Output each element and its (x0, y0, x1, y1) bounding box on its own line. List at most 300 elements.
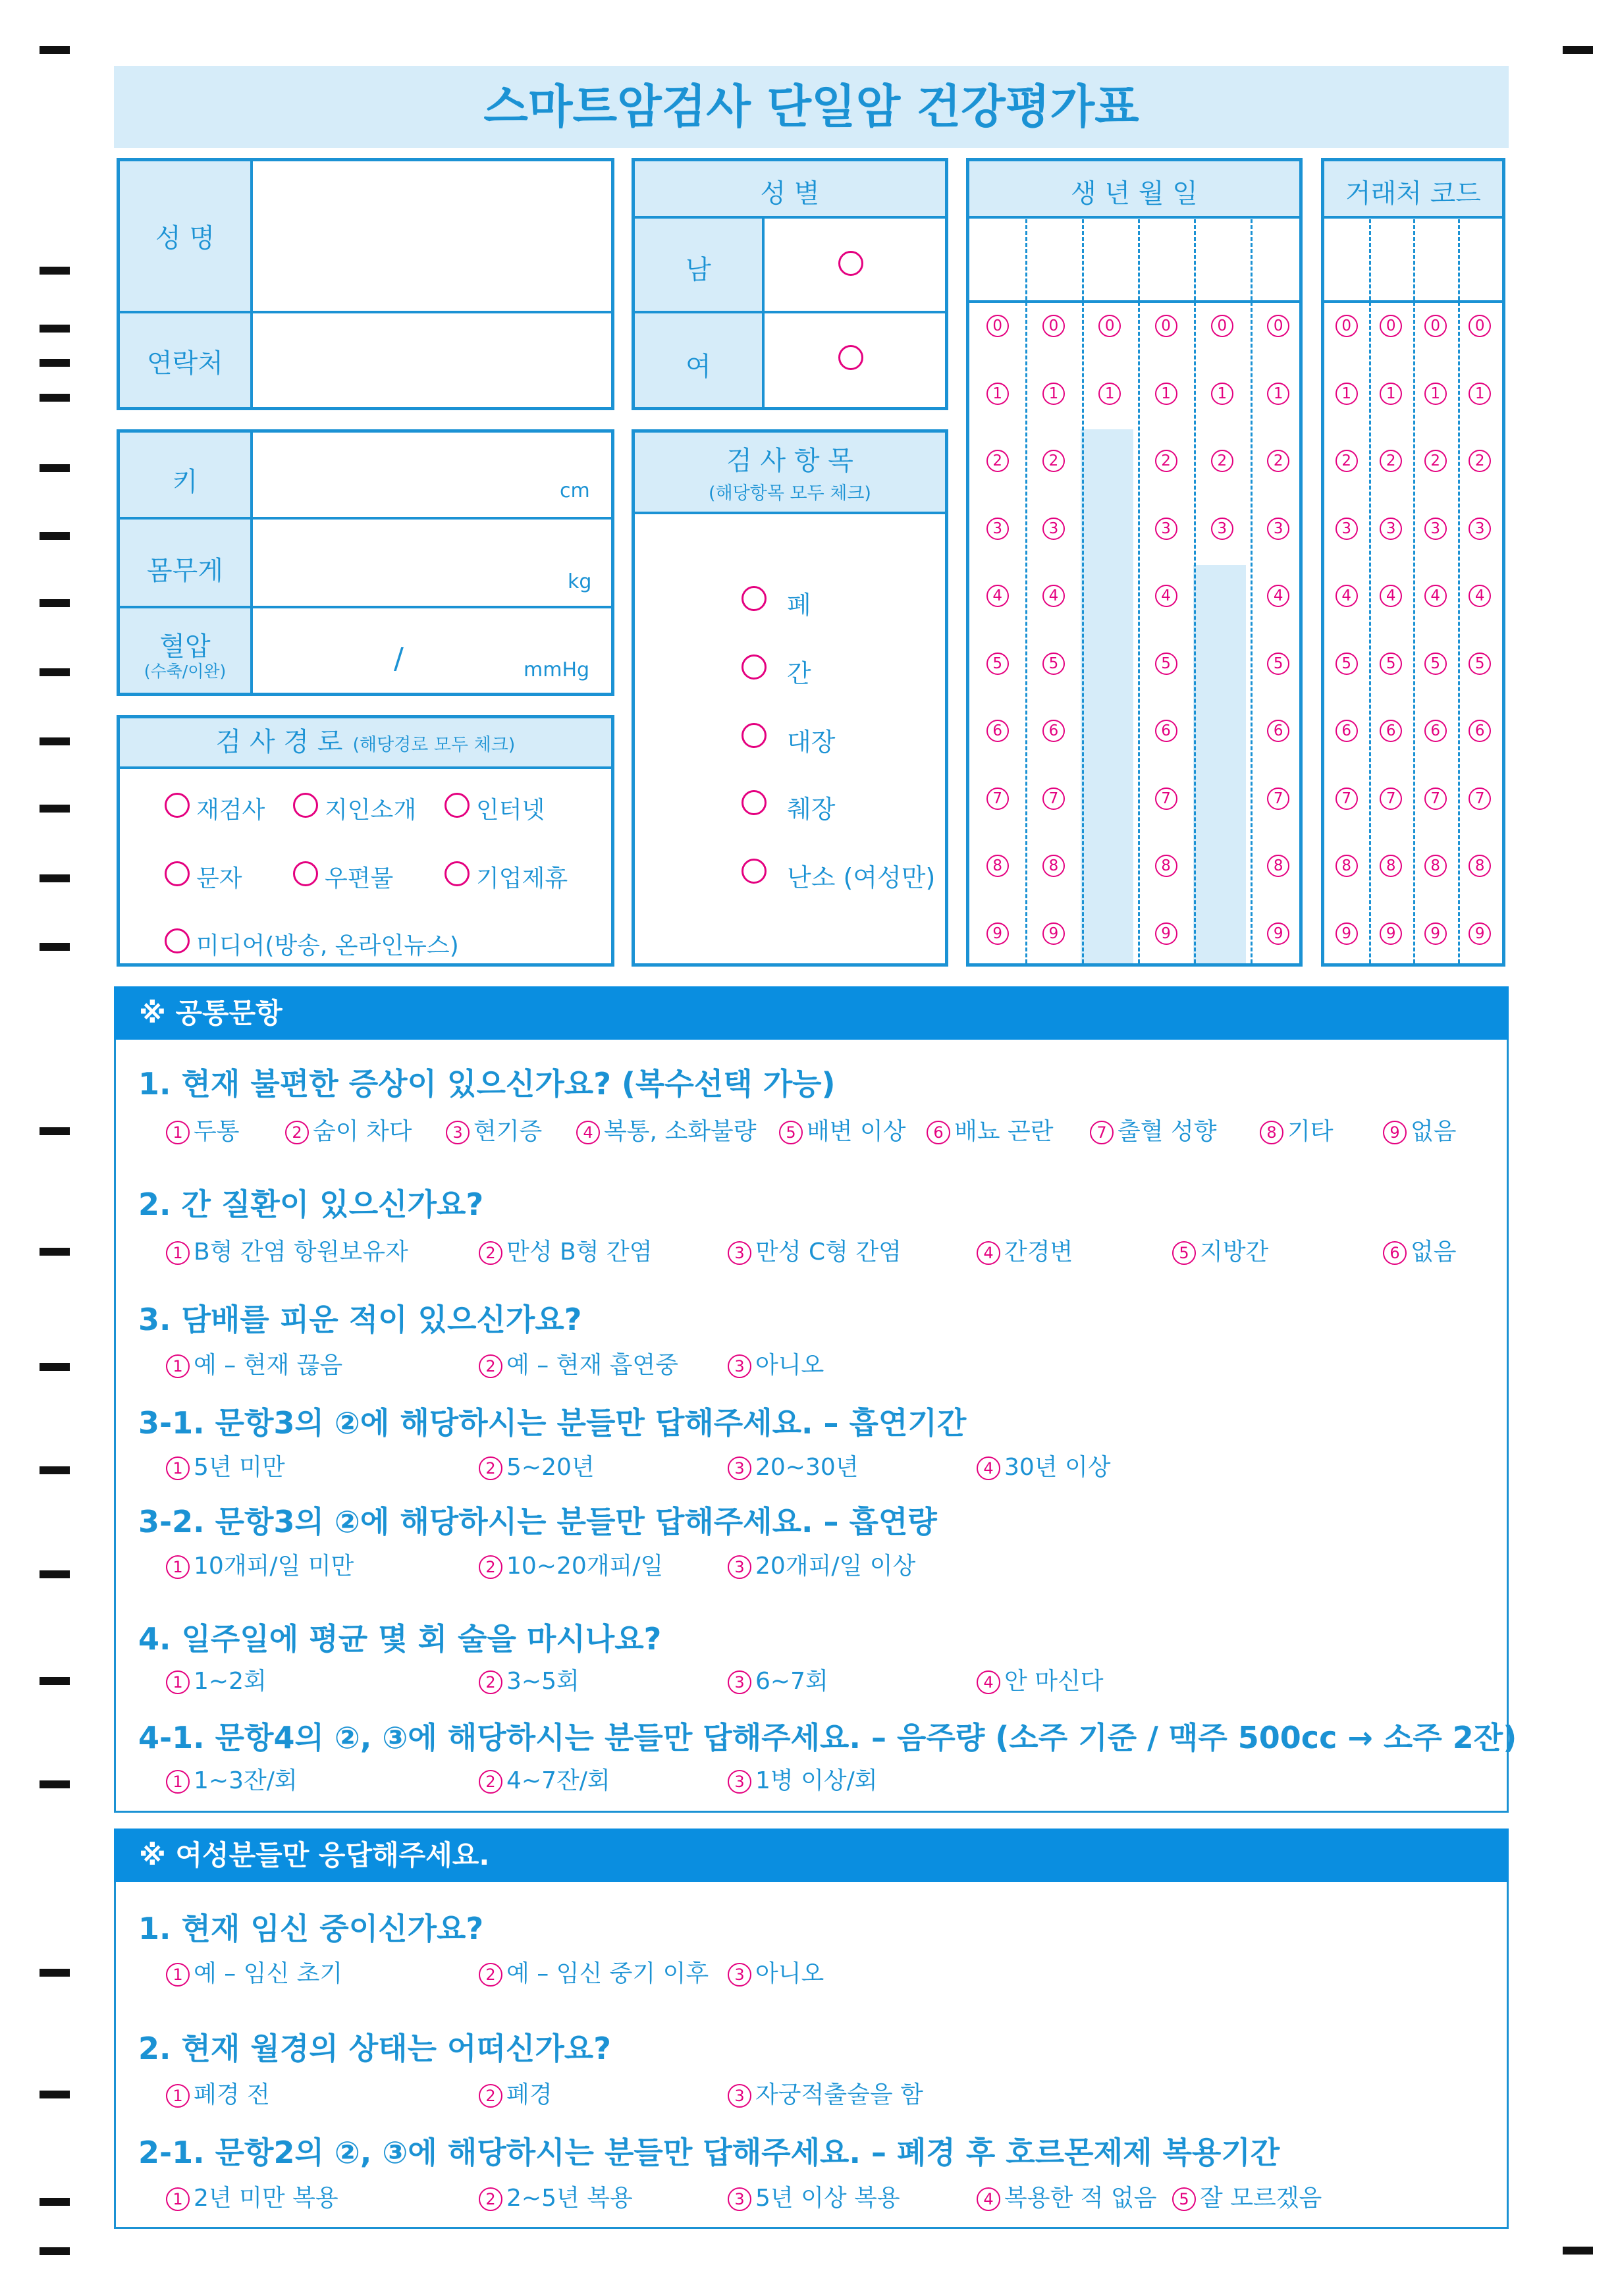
birthdate-digit-bubble[interactable]: 0 (1211, 315, 1233, 337)
route-bubble[interactable] (165, 928, 190, 953)
birthdate-digit-bubble[interactable]: 5 (1267, 653, 1289, 675)
contact-field[interactable] (253, 313, 611, 407)
answer-option[interactable] (1383, 1238, 1457, 1267)
option-number-bubble: 6 (1383, 1241, 1407, 1265)
option-label: 예 – 임신 초기 (194, 1960, 343, 1987)
route-bubble[interactable] (445, 861, 470, 886)
weight-unit: kg (568, 570, 592, 593)
birthdate-digit-bubble[interactable]: 8 (1042, 855, 1065, 877)
option-number-bubble: 3 (728, 1354, 751, 1378)
birthdate-digit-bubble[interactable]: 7 (986, 788, 1009, 810)
option-label: B형 간염 항원보유자 (194, 1239, 408, 1266)
gender-female-bubble[interactable] (838, 345, 863, 370)
client-code-write-box[interactable] (1416, 219, 1455, 300)
answer-option[interactable] (479, 1453, 595, 1482)
answer-option[interactable] (728, 1667, 828, 1696)
birthdate-digit-bubble[interactable]: 9 (986, 922, 1009, 945)
option-label: 4~7잔/회 (506, 1767, 610, 1794)
timing-mark (1563, 46, 1593, 54)
common-q4-1-text: 4-1. 문항4의 ②, ③에 해당하시는 분들만 답해주세요. – 음주량 (소주 기준 / 맥주 500cc → 소주 2잔) (138, 1720, 1517, 1755)
birthdate-digit-bubble[interactable]: 5 (986, 653, 1009, 675)
timing-mark (40, 532, 70, 540)
option-number-bubble: 4 (977, 2187, 1000, 2211)
client-code-digit-bubble[interactable]: 8 (1380, 855, 1402, 877)
birthdate-digit-bubble[interactable]: 0 (1042, 315, 1065, 337)
route-label: 인터넷 (476, 797, 545, 824)
route-label: 재검사 (196, 797, 265, 824)
option-label: 2~5년 복용 (506, 2185, 633, 2212)
route-header-sub: (해당경로 모두 체크) (352, 735, 516, 755)
answer-option[interactable] (728, 2081, 923, 2110)
option-label: 없음 (1411, 1118, 1457, 1145)
option-number-bubble: 1 (166, 1241, 190, 1265)
answer-option[interactable] (479, 1960, 709, 1989)
option-label: 아니오 (755, 1352, 824, 1379)
option-label: 숨이 차다 (313, 1118, 412, 1145)
client-code-digit-bubble[interactable]: 8 (1335, 855, 1358, 877)
timing-mark (40, 943, 70, 951)
grid-divider (1082, 219, 1084, 963)
women-section-header: ※ 여성분들만 응답해주세요. (114, 1829, 1509, 1882)
option-number-bubble: 3 (446, 1121, 470, 1144)
birthdate-digit-bubble[interactable]: 6 (1267, 720, 1289, 742)
client-code-digit-bubble[interactable]: 2 (1424, 450, 1447, 472)
birthdate-write-box[interactable] (1253, 219, 1304, 300)
route-label: 미디어(방송, 온라인뉴스) (196, 932, 459, 959)
client-code-digit-bubble[interactable]: 1 (1424, 383, 1447, 405)
answer-option[interactable] (728, 1238, 902, 1267)
common-q3-2-text: 3-2. 문항3의 ②에 해당하시는 분들만 답해주세요. – 흡연량 (138, 1504, 937, 1539)
option-number-bubble: 2 (479, 1241, 502, 1265)
answer-option[interactable] (166, 1351, 342, 1380)
bp-unit: mmHg (524, 658, 590, 681)
answer-option[interactable] (728, 1351, 824, 1380)
answer-option[interactable] (576, 1117, 757, 1146)
route-bubble[interactable] (293, 861, 318, 886)
option-number-bubble: 4 (977, 1670, 1000, 1694)
client-code-digit-bubble[interactable]: 0 (1380, 315, 1402, 337)
answer-option[interactable] (977, 1453, 1111, 1482)
option-label: 5~20년 (506, 1454, 595, 1481)
exam-items-sub: (해당항목 모두 체크) (709, 483, 871, 504)
bp-label: 혈압 (159, 631, 211, 662)
birthdate-digit-bubble[interactable]: 4 (1155, 585, 1177, 607)
birthdate-digit-bubble[interactable]: 8 (1155, 855, 1177, 877)
option-label: 10개피/일 미만 (194, 1553, 354, 1580)
answer-option[interactable] (977, 1667, 1104, 1696)
option-number-bubble: 1 (166, 2187, 190, 2211)
option-label: 예 – 임신 중기 이후 (506, 1960, 709, 1987)
option-number-bubble: 5 (779, 1121, 803, 1144)
birthdate-digit-bubble[interactable]: 4 (986, 585, 1009, 607)
client-code-digit-bubble[interactable]: 6 (1424, 720, 1447, 742)
client-code-digit-bubble[interactable]: 4 (1424, 585, 1447, 607)
common-q2-text: 2. 간 질환이 있으신가요? (138, 1187, 484, 1222)
client-code-digit-bubble[interactable]: 0 (1424, 315, 1447, 337)
option-number-bubble: 6 (927, 1121, 950, 1144)
client-code-digit-bubble[interactable]: 3 (1380, 518, 1402, 540)
answer-option[interactable] (728, 2184, 900, 2213)
option-label: 폐경 (506, 2081, 553, 2108)
timing-mark (40, 359, 70, 367)
client-code-digit-bubble[interactable]: 9 (1335, 922, 1358, 945)
option-number-bubble: 4 (576, 1121, 600, 1144)
client-code-digit-bubble[interactable]: 5 (1335, 653, 1358, 675)
answer-option[interactable] (728, 1453, 859, 1482)
client-code-digit-bubble[interactable]: 9 (1424, 922, 1447, 945)
option-number-bubble: 9 (1383, 1121, 1407, 1144)
birthdate-digit-bubble[interactable]: 2 (1155, 450, 1177, 472)
birthdate-digit-bubble[interactable]: 6 (1155, 720, 1177, 742)
option-label: 20~30년 (755, 1454, 859, 1481)
option-number-bubble: 1 (166, 1354, 190, 1378)
answer-option[interactable] (479, 2184, 633, 2213)
option-label: 없음 (1411, 1239, 1457, 1266)
option-label: 예 – 현재 끊음 (194, 1352, 343, 1379)
client-code-digit-bubble[interactable]: 7 (1469, 788, 1491, 810)
birthdate-digit-bubble[interactable]: 3 (1211, 518, 1233, 540)
birthdate-digit-bubble[interactable]: 2 (986, 450, 1009, 472)
birthdate-digit-bubble[interactable]: 2 (1211, 450, 1233, 472)
birthdate-digit-bubble[interactable]: 3 (986, 518, 1009, 540)
gender-male-label: 남 (686, 255, 711, 285)
birthdate-digit-bubble[interactable]: 0 (1155, 315, 1177, 337)
timing-mark (40, 1969, 70, 1977)
answer-option[interactable] (977, 1238, 1073, 1267)
timing-mark (40, 2091, 70, 2098)
client-code-digit-bubble[interactable]: 1 (1335, 383, 1358, 405)
option-label: 자궁적출술을 함 (755, 2081, 923, 2108)
birthdate-digit-bubble[interactable]: 5 (1042, 653, 1065, 675)
client-code-digit-bubble[interactable]: 2 (1380, 450, 1402, 472)
option-label: 만성 C형 간염 (755, 1239, 902, 1266)
option-number-bubble: 3 (728, 1241, 751, 1265)
answer-option[interactable] (728, 1767, 878, 1796)
route-header (120, 718, 611, 766)
client-code-digit-bubble[interactable]: 6 (1335, 720, 1358, 742)
answer-option[interactable] (166, 2184, 338, 2213)
birthdate-digit-bubble[interactable]: 7 (1155, 788, 1177, 810)
grid-divider (1025, 219, 1027, 963)
exam-item-bubble[interactable] (742, 586, 767, 611)
birthdate-write-box[interactable] (1028, 219, 1079, 300)
option-number-bubble: 3 (728, 1555, 751, 1579)
option-label: 안 마신다 (1004, 1668, 1104, 1695)
route-header-title: 검 사 경 로 (215, 727, 343, 757)
answer-option[interactable] (1172, 2184, 1322, 2213)
timing-mark (40, 1677, 70, 1685)
grid-divider (1413, 219, 1415, 963)
client-code-digit-bubble[interactable]: 7 (1424, 788, 1447, 810)
option-label: 20개피/일 이상 (755, 1553, 916, 1580)
birthdate-digit-bubble[interactable]: 9 (1267, 922, 1289, 945)
exam-item-bubble[interactable] (742, 654, 767, 680)
option-number-bubble: 7 (1090, 1121, 1114, 1144)
option-number-bubble: 3 (728, 1670, 751, 1694)
women-q2-text: 2. 현재 월경의 상태는 어떠신가요? (138, 2031, 611, 2066)
option-label: 예 – 현재 흡연중 (506, 1352, 678, 1379)
timing-mark (40, 464, 70, 472)
option-number-bubble: 2 (479, 2084, 502, 2108)
answer-option[interactable] (728, 1552, 915, 1581)
option-number-bubble: 2 (479, 1456, 502, 1480)
option-label: 1~3잔/회 (194, 1767, 298, 1794)
grid-divider (1458, 219, 1460, 963)
birthdate-digit-bubble[interactable]: 0 (986, 315, 1009, 337)
client-code-digit-bubble[interactable]: 7 (1380, 788, 1402, 810)
option-number-bubble: 3 (728, 1963, 751, 1987)
birthdate-digit-bubble[interactable]: 2 (1267, 450, 1289, 472)
common-q4-text: 4. 일주일에 평균 몇 회 술을 마시나요? (138, 1621, 662, 1657)
option-number-bubble: 8 (1260, 1121, 1283, 1144)
gender-header: 성 별 (760, 178, 820, 209)
gender-female-label: 여 (686, 352, 711, 382)
bp-sub-label: (수축/이완) (144, 662, 227, 681)
client-code-digit-bubble[interactable]: 2 (1469, 450, 1491, 472)
answer-option[interactable] (479, 1351, 678, 1380)
client-code-write-box[interactable] (1372, 219, 1411, 300)
client-code-digit-bubble[interactable]: 5 (1380, 653, 1402, 675)
answer-option[interactable] (728, 1960, 824, 1989)
answer-option[interactable] (1090, 1117, 1217, 1146)
exam-item-label: 간 (787, 659, 811, 688)
option-number-bubble: 2 (479, 1354, 502, 1378)
option-number-bubble: 1 (166, 1670, 190, 1694)
client-code-digit-bubble[interactable]: 0 (1469, 315, 1491, 337)
client-code-write-box[interactable] (1461, 219, 1500, 300)
answer-option[interactable] (166, 1767, 298, 1796)
exam-item-label: 난소 (여성만) (787, 863, 936, 892)
route-bubble[interactable] (293, 793, 318, 818)
women-q2-1-text: 2-1. 문항2의 ②, ③에 해당하시는 분들만 답해주세요. – 폐경 후 호르몬제제 복용기간 (138, 2135, 1280, 2170)
birthdate-digit-bubble[interactable]: 5 (1155, 653, 1177, 675)
contact-label: 연락처 (147, 348, 223, 379)
timing-mark (40, 599, 70, 607)
route-label: 문자 (196, 865, 242, 892)
client-code-digit-bubble[interactable]: 4 (1469, 585, 1491, 607)
option-number-bubble: 1 (166, 1770, 190, 1794)
answer-option[interactable] (446, 1117, 542, 1146)
birthdate-digit-bubble[interactable]: 7 (1267, 788, 1289, 810)
height-label: 키 (172, 467, 198, 497)
client-code-digit-bubble[interactable]: 5 (1424, 653, 1447, 675)
timing-mark (1563, 2247, 1593, 2255)
answer-option[interactable] (166, 1117, 240, 1146)
birthdate-digit-bubble[interactable]: 1 (1155, 383, 1177, 405)
route-bubble[interactable] (445, 793, 470, 818)
answer-option[interactable] (479, 1767, 610, 1796)
answer-option[interactable] (1383, 1117, 1457, 1146)
option-label: 두통 (194, 1118, 240, 1145)
birthdate-digit-bubble[interactable]: 1 (1042, 383, 1065, 405)
weight-field[interactable] (253, 520, 611, 606)
timing-mark (40, 267, 70, 275)
birthdate-digit-bubble[interactable]: 8 (1267, 855, 1289, 877)
route-label: 지인소개 (325, 797, 417, 824)
option-label: 6~7회 (755, 1668, 828, 1695)
option-label: 만성 B형 간염 (506, 1239, 653, 1266)
answer-option[interactable] (927, 1117, 1054, 1146)
client-code-write-box[interactable] (1327, 219, 1366, 300)
birthdate-digit-bubble[interactable]: 2 (1042, 450, 1065, 472)
common-q3-1-text: 3-1. 문항3의 ②에 해당하시는 분들만 답해주세요. – 흡연기간 (138, 1405, 967, 1441)
answer-option[interactable] (1260, 1117, 1334, 1146)
birthdate-write-box[interactable] (972, 219, 1023, 300)
birthdate-digit-bubble[interactable]: 3 (1042, 518, 1065, 540)
birthdate-digit-bubble[interactable]: 3 (1267, 518, 1289, 540)
route-bubble[interactable] (165, 861, 190, 886)
option-number-bubble: 3 (728, 1456, 751, 1480)
answer-option[interactable] (166, 1238, 408, 1267)
page-title: 스마트암검사 단일암 건강평가표 (483, 80, 1139, 134)
client-code-digit-bubble[interactable]: 7 (1335, 788, 1358, 810)
timing-mark (40, 1248, 70, 1256)
timing-mark (40, 874, 70, 882)
answer-option[interactable] (166, 1667, 267, 1696)
answer-option[interactable] (479, 1238, 652, 1267)
client-code-digit-bubble[interactable]: 3 (1469, 518, 1491, 540)
timing-mark (40, 1780, 70, 1788)
option-number-bubble: 1 (166, 1555, 190, 1579)
option-label: 5년 이상 복용 (755, 2185, 900, 2212)
option-number-bubble: 1 (166, 1456, 190, 1480)
birthdate-write-box[interactable] (1197, 219, 1247, 300)
birthdate-digit-bubble[interactable]: 7 (1042, 788, 1065, 810)
exam-item-label: 대장 (787, 728, 836, 757)
option-label: 기타 (1287, 1118, 1334, 1145)
birthdate-digit-bubble[interactable]: 1 (1267, 383, 1289, 405)
client-code-digit-bubble[interactable]: 8 (1469, 855, 1491, 877)
option-number-bubble: 3 (728, 1770, 751, 1794)
answer-option[interactable] (1172, 1238, 1268, 1267)
timing-mark (40, 2198, 70, 2206)
birthdate-digit-bubble[interactable]: 1 (1098, 383, 1121, 405)
option-number-bubble: 3 (728, 2187, 751, 2211)
option-number-bubble: 4 (977, 1241, 1000, 1265)
option-label: 1~2회 (194, 1668, 267, 1695)
birthdate-write-box[interactable] (1141, 219, 1191, 300)
birthdate-digit-bubble[interactable]: 8 (986, 855, 1009, 877)
birthdate-digit-bubble[interactable]: 1 (986, 383, 1009, 405)
option-label: 복용한 적 없음 (1004, 2185, 1157, 2212)
answer-option[interactable] (166, 1453, 285, 1482)
answer-option[interactable] (479, 1552, 663, 1581)
birthdate-digit-bubble[interactable]: 0 (1098, 315, 1121, 337)
birthdate-digit-bubble[interactable]: 9 (1042, 922, 1065, 945)
option-label: 복통, 소화불량 (604, 1118, 757, 1145)
common-q3-text: 3. 담배를 피운 적이 있으신가요? (138, 1302, 582, 1337)
client-code-digit-bubble[interactable]: 2 (1335, 450, 1358, 472)
option-number-bubble: 3 (728, 2084, 751, 2108)
birthdate-digit-bubble[interactable]: 3 (1155, 518, 1177, 540)
birthdate-digit-bubble[interactable]: 4 (1267, 585, 1289, 607)
height-field[interactable] (253, 433, 611, 517)
option-number-bubble: 2 (285, 1121, 309, 1144)
client-code-digit-bubble[interactable]: 1 (1469, 383, 1491, 405)
gender-male-bubble[interactable] (838, 251, 863, 276)
option-label: 배뇨 곤란 (954, 1118, 1054, 1145)
height-unit: cm (560, 479, 590, 502)
timing-mark (40, 325, 70, 333)
birthdate-digit-bubble[interactable]: 4 (1042, 585, 1065, 607)
exam-item-bubble[interactable] (742, 723, 767, 748)
answer-option[interactable] (285, 1117, 412, 1146)
birthdate-header: 생 년 월 일 (1071, 178, 1198, 209)
answer-option[interactable] (479, 1667, 580, 1696)
option-label: 2년 미만 복용 (194, 2185, 338, 2212)
route-label: 우편물 (325, 865, 394, 892)
timing-mark (40, 805, 70, 813)
client-code-digit-bubble[interactable]: 9 (1380, 922, 1402, 945)
client-code-digit-bubble[interactable]: 8 (1424, 855, 1447, 877)
grid-divider (1194, 219, 1196, 963)
option-number-bubble: 4 (977, 1456, 1000, 1480)
client-code-digit-bubble[interactable]: 1 (1380, 383, 1402, 405)
option-number-bubble: 1 (166, 2084, 190, 2108)
option-number-bubble: 2 (479, 1963, 502, 1987)
exam-item-bubble[interactable] (742, 859, 767, 884)
birthdate-digit-bubble[interactable]: 0 (1267, 315, 1289, 337)
client-code-header: 거래처 코드 (1345, 178, 1481, 209)
birthdate-digit-bubble[interactable]: 9 (1155, 922, 1177, 945)
route-bubble[interactable] (165, 793, 190, 818)
client-code-digit-bubble[interactable]: 6 (1380, 720, 1402, 742)
exam-item-label: 폐 (787, 591, 811, 620)
option-label: 3~5회 (506, 1668, 580, 1695)
option-label: 5년 미만 (194, 1454, 285, 1481)
client-code-digit-bubble[interactable]: 5 (1469, 653, 1491, 675)
option-number-bubble: 5 (1172, 1241, 1196, 1265)
option-label: 1병 이상/회 (755, 1767, 878, 1794)
weight-label: 몸무게 (147, 556, 223, 586)
name-field[interactable] (253, 161, 611, 311)
answer-option[interactable] (479, 2081, 553, 2110)
exam-item-bubble[interactable] (742, 790, 767, 815)
answer-option[interactable] (166, 1960, 342, 1989)
answer-option[interactable] (166, 2081, 270, 2110)
option-number-bubble: 2 (479, 1555, 502, 1579)
option-number-bubble: 1 (166, 1121, 190, 1144)
route-label: 기업제휴 (476, 865, 568, 892)
option-label: 10~20개피/일 (506, 1553, 664, 1580)
answer-option[interactable] (977, 2184, 1157, 2213)
timing-mark (40, 394, 70, 402)
grid-divider (1138, 219, 1140, 963)
option-label: 지방간 (1200, 1239, 1269, 1266)
common-q1-text: 1. 현재 불편한 증상이 있으신가요? (복수선택 가능) (138, 1066, 836, 1102)
client-code-digit-bubble[interactable]: 3 (1335, 518, 1358, 540)
birthdate-digit-bubble[interactable]: 6 (986, 720, 1009, 742)
option-label: 잘 모르겠음 (1200, 2185, 1322, 2212)
option-label: 현기증 (473, 1118, 543, 1145)
option-number-bubble: 2 (479, 1670, 502, 1694)
timing-mark (40, 2247, 70, 2255)
birthdate-digit-bubble[interactable]: 1 (1211, 383, 1233, 405)
client-code-digit-bubble[interactable]: 6 (1469, 720, 1491, 742)
client-code-digit-bubble[interactable]: 4 (1380, 585, 1402, 607)
client-code-digit-bubble[interactable]: 0 (1335, 315, 1358, 337)
option-number-bubble: 5 (1172, 2187, 1196, 2211)
answer-option[interactable] (779, 1117, 906, 1146)
answer-option[interactable] (166, 1552, 354, 1581)
birthdate-digit-bubble[interactable]: 6 (1042, 720, 1065, 742)
client-code-digit-bubble[interactable]: 3 (1424, 518, 1447, 540)
client-code-digit-bubble[interactable]: 4 (1335, 585, 1358, 607)
common-section-header: ※ 공통문항 (114, 986, 1509, 1040)
birthdate-write-box[interactable] (1085, 219, 1135, 300)
client-code-digit-bubble[interactable]: 9 (1469, 922, 1491, 945)
name-label: 성 명 (155, 223, 215, 254)
